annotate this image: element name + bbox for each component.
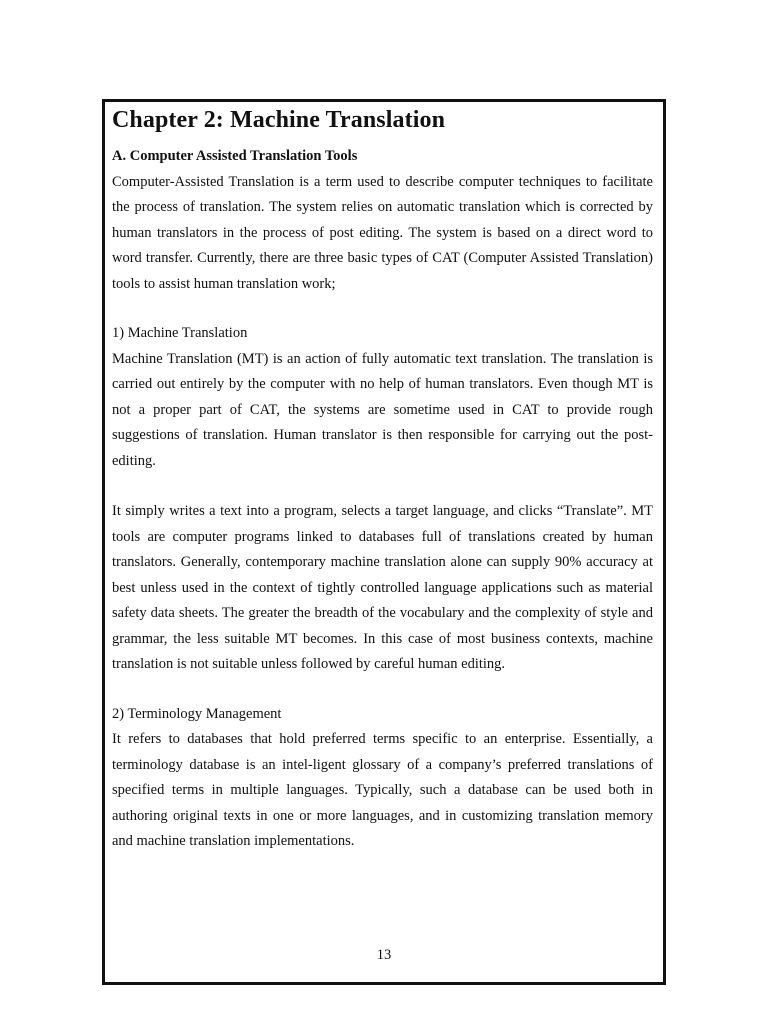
section-heading: A. Computer Assisted Translation Tools [112,148,358,164]
intro-paragraph: Computer-Assisted Translation is a term used to describe computer techniques to facilitate the process of translation. The system relies on automatic translation which is corrected by human translators in the process of post editing. The system is based on a direct word to word transfer. Currently, there are three basic types of CAT (Computer Assisted Translation) tools to assist human translation work; [112,173,653,292]
item1-paragraph-2: It simply writes a text into a program, selects a target language, and clicks “Translate”. MT tools are computer programs linked to databases full of translations created by human translators. Generally, contemporary machine translation alone can supply 90% accuracy at best unless used in the context of tightly controlled language applications such as material safety data sheets. The greater the breadth of the vocabulary and the complexity of style and grammar, the less suitable MT becomes. In this case of most business contexts, machine translation is not suitable unless followed by careful human editing. [112,503,653,672]
item2-paragraph: It refers to databases that hold preferred terms specific to an enterprise. Essentially, a terminology database is an intel-ligent glossary of a company’s preferred translations of specified terms in multiple languages. Typically, such a database can be used both in authoring original texts in one or more languages, and in customizing translation memory and machine translation implementations. [112,731,653,849]
page-frame [102,99,666,985]
page-number: 13 [376,947,392,963]
item2-heading: 2) Terminology Management [112,705,282,722]
page-content [112,102,653,855]
chapter-title: Chapter 2: Machine Translation [112,107,446,133]
item1-paragraph-1: Machine Translation (MT) is an action of fully automatic text translation. The translation is carried out entirely by the computer with no help of human translators. Even though MT is not a proper part of CAT, the systems are sometime used in CAT to provide rough suggestions of translation. Human translator is then responsible for carrying out the post-editing. [112,350,653,469]
item1-heading: 1) Machine Translation [112,325,248,341]
